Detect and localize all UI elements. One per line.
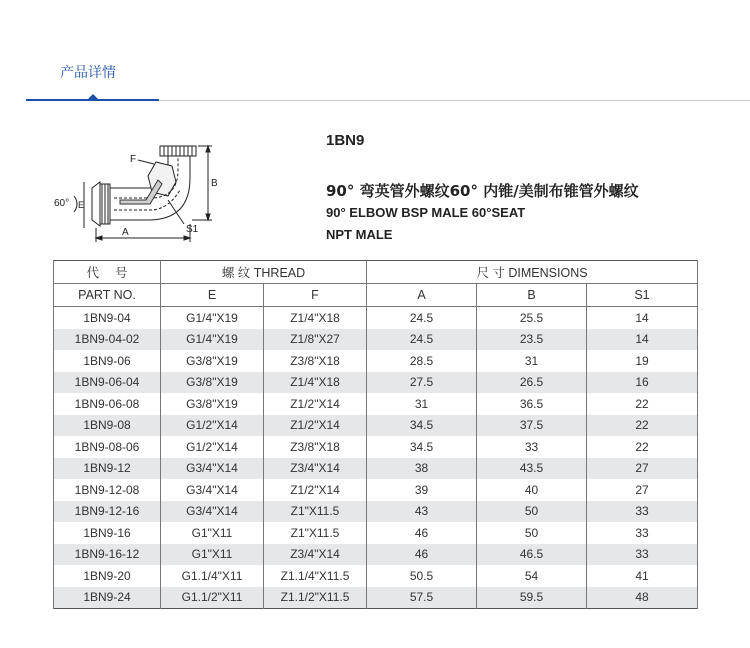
cell-a: 57.5 — [367, 587, 477, 609]
cell-a: 39 — [367, 479, 477, 501]
header-part-no: PART NO. — [54, 284, 161, 307]
cell-a: 24.5 — [367, 329, 477, 351]
cell-s1: 22 — [587, 393, 698, 415]
table-row — [54, 479, 698, 501]
cell-b: 54 — [477, 565, 587, 587]
header-f: F — [264, 284, 367, 307]
cell-part-no: 1BN9-04-02 — [54, 329, 161, 351]
cell-s1: 33 — [587, 544, 698, 566]
table-row — [54, 415, 698, 437]
cell-s1: 22 — [587, 436, 698, 458]
header-thread: 螺 纹 THREAD — [161, 261, 367, 284]
table-row — [54, 458, 698, 480]
cell-f: Z1/4"X18 — [264, 372, 367, 394]
cell-f: Z1"X11.5 — [264, 522, 367, 544]
cell-part-no: 1BN9-16-12 — [54, 544, 161, 566]
a-label: A — [122, 227, 129, 238]
cell-a: 34.5 — [367, 436, 477, 458]
table-row — [54, 350, 698, 372]
e-label: E — [78, 200, 85, 210]
cell-f: Z3/4"X14 — [264, 544, 367, 566]
cell-e: G3/8"X19 — [161, 393, 264, 415]
s1-label: S1 — [186, 224, 199, 235]
cell-f: Z1/2"X14 — [264, 415, 367, 437]
cell-b: 37.5 — [477, 415, 587, 437]
cell-e: G1/4"X19 — [161, 307, 264, 329]
cell-f: Z1/2"X14 — [264, 393, 367, 415]
cell-b: 26.5 — [477, 372, 587, 394]
table-row — [54, 522, 698, 544]
cell-s1: 27 — [587, 458, 698, 480]
cell-e: G3/8"X19 — [161, 372, 264, 394]
table-row — [54, 329, 698, 351]
cell-s1: 48 — [587, 587, 698, 609]
product-title-en-line2: NPT MALE — [326, 227, 393, 242]
cell-e: G1"X11 — [161, 522, 264, 544]
cell-b: 59.5 — [477, 587, 587, 609]
cell-s1: 19 — [587, 350, 698, 372]
cell-s1: 41 — [587, 565, 698, 587]
cell-s1: 33 — [587, 522, 698, 544]
cell-f: Z1/8"X27 — [264, 329, 367, 351]
header-s1: S1 — [587, 284, 698, 307]
cell-part-no: 1BN9-12 — [54, 458, 161, 480]
cell-a: 34.5 — [367, 415, 477, 437]
cell-e: G3/4"X14 — [161, 501, 264, 523]
header-code-cn2: 号 — [115, 266, 128, 280]
cell-e: G1/2"X14 — [161, 415, 264, 437]
angle-label: 60° — [54, 198, 70, 209]
cell-part-no: 1BN9-12-08 — [54, 479, 161, 501]
cell-s1: 33 — [587, 501, 698, 523]
section-tab-underline — [26, 99, 159, 101]
product-title-cn: 90° 弯英管外螺纹60° 内锥/美制布锥管外螺纹 — [326, 182, 639, 200]
table-row — [54, 372, 698, 394]
cell-e: G3/4"X14 — [161, 479, 264, 501]
b-label: B — [211, 178, 218, 189]
cell-e: G1/4"X19 — [161, 329, 264, 351]
cell-part-no: 1BN9-06 — [54, 350, 161, 372]
cell-e: G1/2"X14 — [161, 436, 264, 458]
cell-f: Z1"X11.5 — [264, 501, 367, 523]
table-row — [54, 307, 698, 329]
cell-f: Z1.1/4"X11.5 — [264, 565, 367, 587]
table-row — [54, 587, 698, 609]
cell-s1: 27 — [587, 479, 698, 501]
cell-f: Z1/2"X14 — [264, 479, 367, 501]
cell-e: G1.1/4"X11 — [161, 565, 264, 587]
cell-s1: 14 — [587, 329, 698, 351]
divider — [159, 100, 750, 101]
section-tab-title[interactable]: 产品详情 — [60, 64, 116, 80]
cell-e: G3/8"X19 — [161, 350, 264, 372]
cell-s1: 22 — [587, 415, 698, 437]
cell-part-no: 1BN9-12-16 — [54, 501, 161, 523]
table-row — [54, 544, 698, 566]
section-tab-caret-icon — [88, 94, 98, 99]
header-b: B — [477, 284, 587, 307]
header-code-cn1: 代 — [86, 266, 99, 280]
cell-a: 46 — [367, 522, 477, 544]
table-header-row — [54, 261, 698, 284]
table-row — [54, 436, 698, 458]
header-dimensions: 尺 寸 DIMENSIONS — [367, 261, 698, 284]
cell-b: 33 — [477, 436, 587, 458]
cell-b: 36.5 — [477, 393, 587, 415]
cell-part-no: 1BN9-08-06 — [54, 436, 161, 458]
cell-a: 27.5 — [367, 372, 477, 394]
table-subheader-row — [54, 284, 698, 307]
cell-b: 25.5 — [477, 307, 587, 329]
cell-a: 46 — [367, 544, 477, 566]
cell-b: 50 — [477, 501, 587, 523]
fitting-drawing — [50, 140, 220, 250]
cell-b: 43.5 — [477, 458, 587, 480]
product-title-en-line1: 90° ELBOW BSP MALE 60°SEAT — [326, 205, 526, 220]
cell-part-no: 1BN9-08 — [54, 415, 161, 437]
cell-a: 28.5 — [367, 350, 477, 372]
cell-b: 23.5 — [477, 329, 587, 351]
cell-b: 46.5 — [477, 544, 587, 566]
spec-table — [53, 260, 698, 609]
header-e: E — [161, 284, 264, 307]
f-label: F — [130, 154, 137, 165]
cell-b: 31 — [477, 350, 587, 372]
cell-part-no: 1BN9-24 — [54, 587, 161, 609]
cell-s1: 14 — [587, 307, 698, 329]
cell-f: Z3/8"X18 — [264, 350, 367, 372]
cell-f: Z3/4"X14 — [264, 458, 367, 480]
cell-a: 43 — [367, 501, 477, 523]
cell-a: 24.5 — [367, 307, 477, 329]
cell-f: Z1/4"X18 — [264, 307, 367, 329]
cell-part-no: 1BN9-16 — [54, 522, 161, 544]
cell-part-no: 1BN9-20 — [54, 565, 161, 587]
cell-b: 50 — [477, 522, 587, 544]
cell-s1: 16 — [587, 372, 698, 394]
table-row — [54, 501, 698, 523]
table-row — [54, 393, 698, 415]
cell-f: Z3/8"X18 — [264, 436, 367, 458]
cell-e: G1.1/2"X11 — [161, 587, 264, 609]
cell-a: 50.5 — [367, 565, 477, 587]
header-a: A — [367, 284, 477, 307]
cell-a: 38 — [367, 458, 477, 480]
cell-part-no: 1BN9-06-04 — [54, 372, 161, 394]
header-code — [54, 261, 161, 284]
cell-b: 40 — [477, 479, 587, 501]
cell-a: 31 — [367, 393, 477, 415]
cell-e: G1"X11 — [161, 544, 264, 566]
table-row — [54, 565, 698, 587]
cell-e: G3/4"X14 — [161, 458, 264, 480]
product-model: 1BN9 — [326, 132, 365, 149]
cell-part-no: 1BN9-04 — [54, 307, 161, 329]
cell-part-no: 1BN9-06-08 — [54, 393, 161, 415]
cell-f: Z1.1/2"X11.5 — [264, 587, 367, 609]
